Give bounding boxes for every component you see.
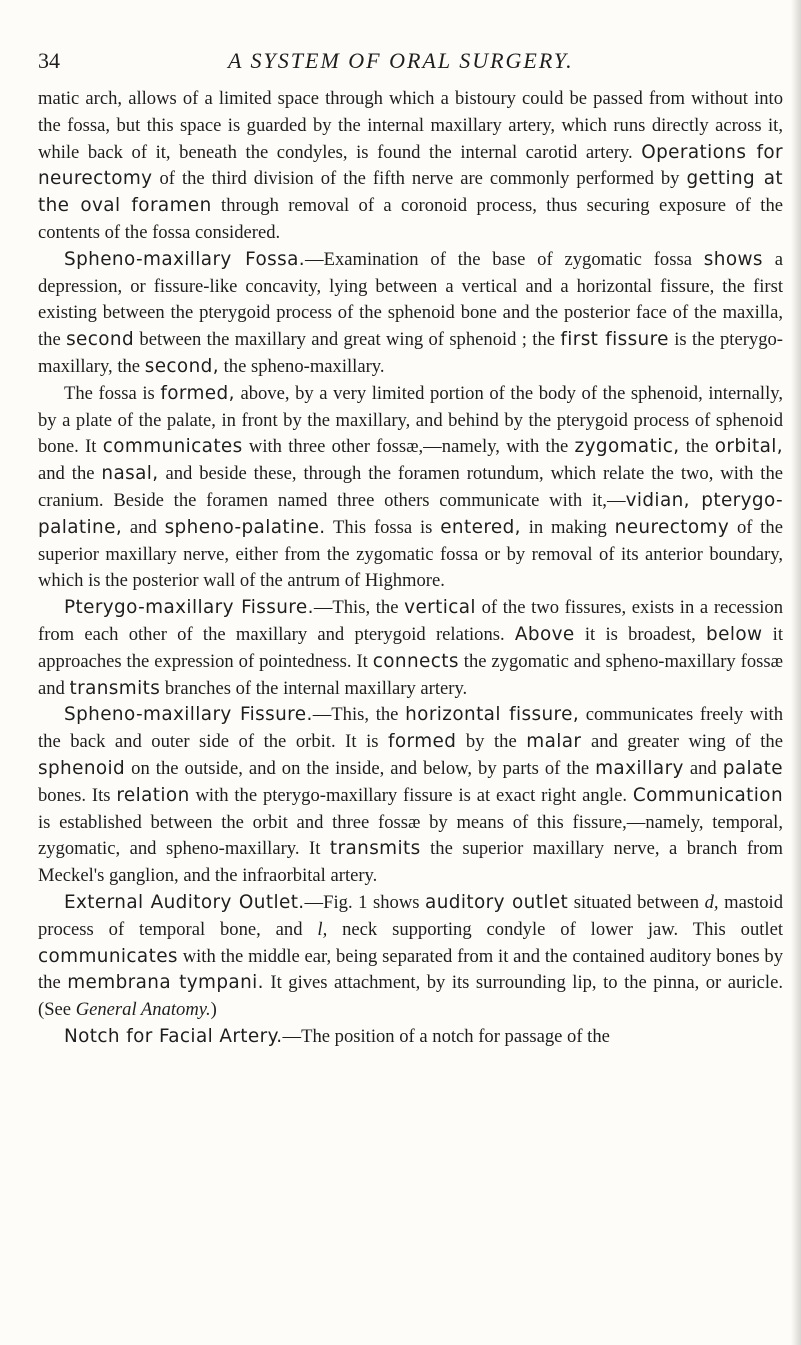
text-run: situated between bbox=[568, 891, 705, 913]
emphasis-run: below bbox=[706, 623, 763, 645]
text-run: above, by a very limited portion of the body of the sphenoid, internally, by a plate of the palate, in front by the maxillary, and behind by the pterygoid process of sphenoid bone. It bbox=[38, 382, 784, 458]
text-run: mastoid process of temporal bone, and bbox=[38, 891, 783, 940]
text-run: neck supporting condyle of lower jaw. This outlet bbox=[327, 918, 783, 940]
text-run: is established between the orbit and three fossæ by means of this fissure,—namely, temporal, zygomatic, and spheno-maxillary. It bbox=[38, 811, 783, 860]
paragraph-zygomatic-arch bbox=[38, 86, 783, 247]
text-run: it approaches the expression of pointedness. It bbox=[38, 623, 784, 672]
text-run: and bbox=[683, 757, 723, 779]
page-edge-shadow bbox=[791, 0, 801, 1345]
section-heading: Spheno-maxillary Fissure. bbox=[64, 704, 313, 726]
text-run: and greater wing of the bbox=[581, 731, 783, 753]
italic-run: General Anatomy. bbox=[75, 999, 211, 1021]
italic-run: l, bbox=[317, 918, 328, 940]
paragraph-pterygo-maxillary-fissure bbox=[38, 595, 783, 702]
text-run: and bbox=[122, 516, 165, 538]
text-run: of the third division of the fifth nerve are commonly performed by bbox=[152, 168, 687, 190]
emphasis-run: vidian, pterygo-palatine, bbox=[38, 489, 784, 538]
text-run: —Fig. 1 shows bbox=[304, 891, 426, 913]
text-run: on the outside, and on the inside, and below, by parts of the bbox=[125, 757, 596, 779]
text-run: through removal of a coronoid process, thus securing exposure of the contents of the fossa considered. bbox=[38, 195, 783, 243]
text-run: —This, the bbox=[312, 704, 406, 726]
emphasis-run: nasal, bbox=[101, 463, 159, 485]
emphasis-run: auditory outlet bbox=[425, 891, 569, 913]
emphasis-run: horizontal fissure, bbox=[405, 704, 580, 726]
emphasis-run: entered, bbox=[440, 516, 521, 538]
body-text bbox=[38, 86, 783, 1051]
emphasis-run: maxillary bbox=[595, 757, 684, 779]
section-heading: Notch for Facial Artery. bbox=[64, 1025, 283, 1047]
emphasis-run: communicates bbox=[38, 945, 178, 967]
text-run: ) bbox=[210, 999, 217, 1021]
emphasis-run: zygomatic, bbox=[574, 436, 680, 458]
text-run: with the pterygo-maxillary fissure is at exact right angle. bbox=[189, 784, 633, 806]
text-run: the zygomatic and spheno-maxillary fossæ and bbox=[38, 650, 783, 699]
emphasis-run: transmits bbox=[329, 838, 421, 860]
emphasis-run: malar bbox=[526, 731, 582, 753]
emphasis-run: Communication bbox=[632, 784, 783, 806]
emphasis-run: formed bbox=[388, 731, 457, 753]
emphasis-run: sphenoid bbox=[38, 757, 126, 779]
paragraph-notch-facial-artery bbox=[38, 1024, 783, 1051]
paragraph-fossa-formation bbox=[38, 381, 783, 595]
emphasis-run: second, bbox=[144, 355, 219, 377]
emphasis-run: getting at the oval foramen bbox=[38, 168, 783, 217]
emphasis-run: orbital, bbox=[714, 436, 783, 458]
text-run: with three other fossæ,—namely, with the bbox=[242, 436, 575, 458]
text-run: the superior maxillary nerve, a branch from Meckel's ganglion, and the infraorbital artery. bbox=[38, 838, 783, 887]
text-run: it is broadest, bbox=[574, 623, 707, 645]
emphasis-run: neurectomy bbox=[614, 516, 730, 538]
emphasis-run: second bbox=[66, 329, 135, 351]
text-run: —Examination of the base of zygomatic fossa bbox=[305, 248, 704, 270]
section-heading: Spheno-maxillary Fossa. bbox=[64, 248, 305, 270]
emphasis-run: connects bbox=[372, 650, 459, 672]
emphasis-run: transmits bbox=[69, 677, 161, 699]
text-run: by the bbox=[456, 731, 527, 753]
italic-run: d, bbox=[704, 891, 719, 913]
emphasis-run: formed, bbox=[160, 382, 235, 404]
text-run: in making bbox=[520, 516, 615, 538]
text-run: between the maxillary and great wing of sphenoid ; the bbox=[134, 329, 561, 351]
emphasis-run: membrana tympani. bbox=[67, 972, 264, 994]
text-run: the bbox=[679, 436, 715, 458]
paragraph-spheno-maxillary-fissure bbox=[38, 702, 783, 890]
emphasis-run: communicates bbox=[102, 436, 243, 458]
text-run: bones. Its bbox=[38, 784, 117, 806]
section-heading: External Auditory Outlet. bbox=[64, 891, 305, 913]
text-run: with the middle ear, being separated from it and the contained auditory bones by the bbox=[38, 945, 783, 994]
emphasis-run: shows bbox=[703, 248, 763, 270]
text-run: of the two fissures, exists in a recession from each other of the maxillary and pterygoid relations. bbox=[38, 597, 783, 645]
emphasis-run: palate bbox=[722, 757, 783, 779]
text-run: communicates freely with the back and outer side of the orbit. It is bbox=[38, 704, 783, 753]
text-run: matic arch, allows of a limited space through which a bistoury could be passed from without into the fossa, but this space is guarded by the internal maxillary artery, which runs directly across it, while back of it, beneath the condyles, is found the internal carotid artery. bbox=[38, 88, 783, 163]
text-run: a depression, or fissure-like concavity, lying between a vertical and a horizontal fissure, the first existing between the pterygoid process of the sphenoid bone and the posterior face of the maxilla, the bbox=[38, 248, 784, 351]
paragraph-external-auditory-outlet bbox=[38, 890, 783, 1024]
emphasis-run: Operations for neurectomy bbox=[38, 141, 783, 190]
running-head bbox=[38, 48, 783, 78]
text-run: branches of the internal maxillary artery. bbox=[160, 677, 468, 699]
text-run: —The position of a notch for passage of the bbox=[282, 1025, 610, 1047]
text-run: This fossa is bbox=[325, 516, 441, 538]
emphasis-run: vertical bbox=[404, 597, 476, 619]
page-number: 34 bbox=[38, 48, 60, 73]
emphasis-run: spheno-palatine. bbox=[164, 516, 326, 538]
text-run: and the bbox=[38, 463, 102, 485]
paragraph-spheno-maxillary-fossa bbox=[38, 247, 783, 381]
text-run: of the superior maxillary nerve, either from the zygomatic fossa or by removal of its anterior boundary, which is the posterior wall of the antrum of Highmore. bbox=[38, 516, 783, 592]
text-run: the spheno-maxillary. bbox=[218, 355, 385, 377]
text-run: The fossa is bbox=[64, 382, 161, 404]
running-title: A SYSTEM OF ORAL SURGERY. bbox=[228, 48, 574, 73]
emphasis-run: relation bbox=[116, 784, 190, 806]
emphasis-run: Above bbox=[514, 623, 575, 645]
text-run: is the pterygo-maxillary, the bbox=[38, 329, 783, 377]
section-heading: Pterygo-maxillary Fissure. bbox=[64, 597, 314, 619]
text-run: —This, the bbox=[313, 597, 405, 619]
emphasis-run: first fissure bbox=[560, 329, 669, 351]
text-run: It gives attachment, by its surrounding lip, to the pinna, or auricle. (See bbox=[38, 972, 783, 1021]
text-run: and beside these, through the foramen rotundum, which relate the two, with the cranium. Beside the foramen named three others communicate with it,— bbox=[38, 463, 784, 511]
